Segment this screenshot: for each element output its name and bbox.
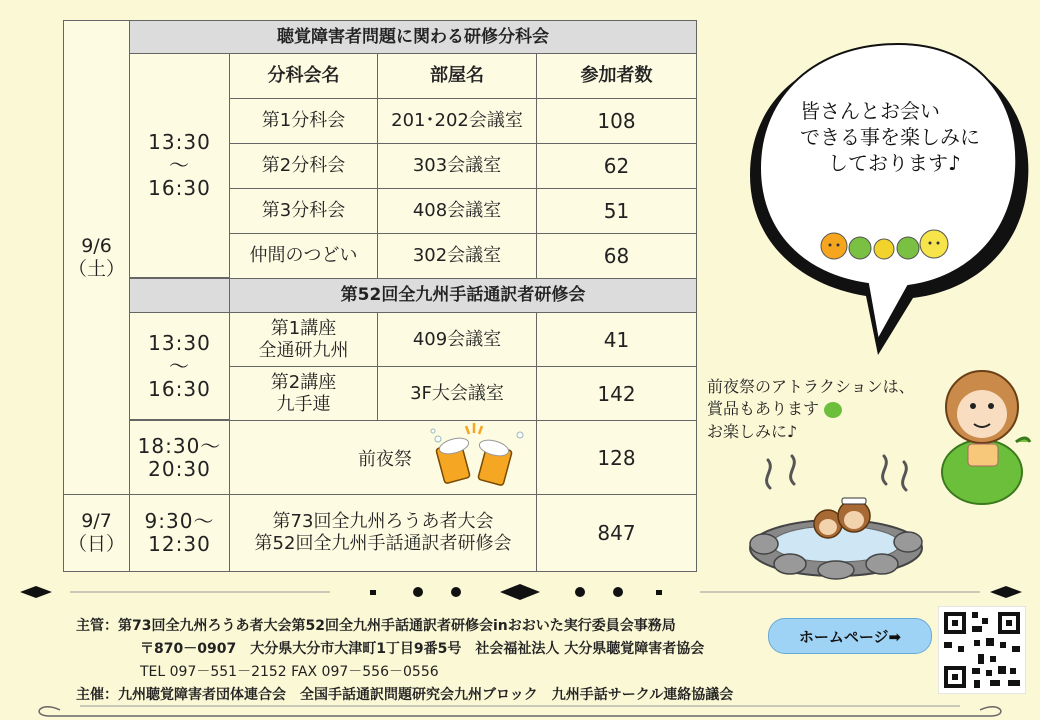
date-label: 9/6 bbox=[81, 234, 112, 257]
time-start: 13:30 bbox=[148, 130, 211, 154]
participant-count: 62 bbox=[536, 143, 697, 189]
session-line: 第73回全九州ろうあ者大会 bbox=[272, 511, 494, 533]
session-line: 第1講座 bbox=[270, 317, 337, 339]
session-name: 第3分科会 bbox=[229, 188, 378, 234]
decorative-divider bbox=[0, 578, 1040, 606]
session-name: 第2分科会 bbox=[229, 143, 378, 189]
time-start: 9:30～ bbox=[144, 509, 215, 533]
time-end: 16:30 bbox=[148, 176, 211, 200]
bubble-line: 皆さんとお会い bbox=[800, 99, 940, 123]
participant-count: 51 bbox=[536, 188, 697, 234]
session-line: 九手連 bbox=[276, 393, 331, 415]
session-line: 第52回全九州手話通訳者研修会 bbox=[254, 533, 512, 554]
time-start: 13:30 bbox=[148, 330, 211, 355]
beer-mugs-icon bbox=[430, 417, 530, 495]
weekday-label: （土） bbox=[67, 257, 125, 280]
party-cell bbox=[229, 420, 537, 495]
participant-count: 108 bbox=[536, 98, 697, 144]
date-cell-day2 bbox=[63, 494, 130, 572]
session-name bbox=[229, 366, 378, 421]
time-cell bbox=[129, 278, 230, 313]
homepage-button[interactable]: ホームページ➡ bbox=[768, 618, 932, 654]
column-header-room: 部屋名 bbox=[377, 53, 537, 99]
time-tilde: ～ bbox=[169, 153, 190, 177]
footer-info bbox=[76, 615, 776, 704]
weekday-label: （日） bbox=[67, 533, 125, 555]
bottom-border-decoration bbox=[0, 696, 1040, 720]
room-name: 3F大会議室 bbox=[377, 366, 537, 421]
smile-icon bbox=[824, 402, 842, 418]
attraction-note bbox=[707, 376, 915, 443]
room-name: 303会議室 bbox=[377, 143, 537, 189]
schedule-table bbox=[63, 20, 697, 572]
session-line: 全通研九州 bbox=[258, 339, 349, 361]
bubble-message bbox=[800, 98, 980, 176]
participant-count: 41 bbox=[536, 312, 697, 367]
qr-code-icon[interactable] bbox=[938, 606, 1026, 694]
participant-count: 847 bbox=[536, 494, 697, 572]
attraction-line: 前夜祭のアトラクションは、 bbox=[707, 377, 915, 396]
time-cell bbox=[129, 420, 230, 495]
party-name: 前夜祭 bbox=[358, 449, 412, 470]
time-start: 18:30～ bbox=[137, 433, 222, 458]
time-cell bbox=[129, 53, 230, 278]
time-end: 12:30 bbox=[148, 532, 211, 556]
host-line: 主催：九州聴覚障害者団体連合会 全国手話通訳問題研究会九州ブロック 九州手話サークル連絡協議会 bbox=[76, 687, 734, 703]
session-line: 第2講座 bbox=[270, 371, 337, 393]
time-tilde: ～ bbox=[169, 353, 190, 378]
participant-count: 128 bbox=[536, 420, 697, 495]
bubble-line: しております♪ bbox=[828, 151, 961, 175]
mascot-row-icon bbox=[816, 226, 956, 268]
time-cell bbox=[129, 494, 230, 572]
section-title: 第52回全九州手話通訳者研修会 bbox=[229, 278, 697, 313]
hot-spring-icon bbox=[746, 454, 926, 582]
session-name bbox=[229, 494, 537, 572]
bubble-line: できる事を楽しみに bbox=[800, 125, 980, 149]
room-name: 409会議室 bbox=[377, 312, 537, 367]
date-cell-day1 bbox=[63, 20, 130, 495]
section-title: 聴覚障害者問題に関わる研修分科会 bbox=[129, 20, 697, 54]
column-header-name: 分科会名 bbox=[229, 53, 378, 99]
participant-count: 142 bbox=[536, 366, 697, 421]
room-name: 408会議室 bbox=[377, 188, 537, 234]
participant-count: 68 bbox=[536, 233, 697, 279]
session-name: 仲間のつどい bbox=[229, 233, 378, 279]
monkey-mascot-icon bbox=[934, 362, 1034, 512]
time-end: 20:30 bbox=[148, 456, 211, 481]
attraction-line: 賞品もあります bbox=[707, 398, 915, 420]
speech-bubble-shape bbox=[728, 40, 1040, 360]
date-label: 9/7 bbox=[81, 510, 112, 533]
column-header-count: 参加者数 bbox=[536, 53, 697, 99]
room-name: 201･202会議室 bbox=[377, 98, 537, 144]
room-name: 302会議室 bbox=[377, 233, 537, 279]
time-end: 16:30 bbox=[148, 376, 211, 401]
sponsor-line: 主管：第73回全九州ろうあ者大会第52回全九州手話通訳者研修会inおおいた実行委員会事務局 bbox=[76, 618, 676, 634]
session-name: 第1分科会 bbox=[229, 98, 378, 144]
attraction-line: お楽しみに♪ bbox=[707, 421, 798, 441]
time-cell bbox=[129, 312, 230, 420]
session-name bbox=[229, 312, 378, 367]
tel-line: TEL 097－551－2152 FAX 097－556－0556 bbox=[140, 664, 439, 680]
address-line: 〒870－0907 大分県大分市大津町1丁目9番5号 社会福祉法人 大分県聴覚障害者協会 bbox=[140, 641, 705, 657]
